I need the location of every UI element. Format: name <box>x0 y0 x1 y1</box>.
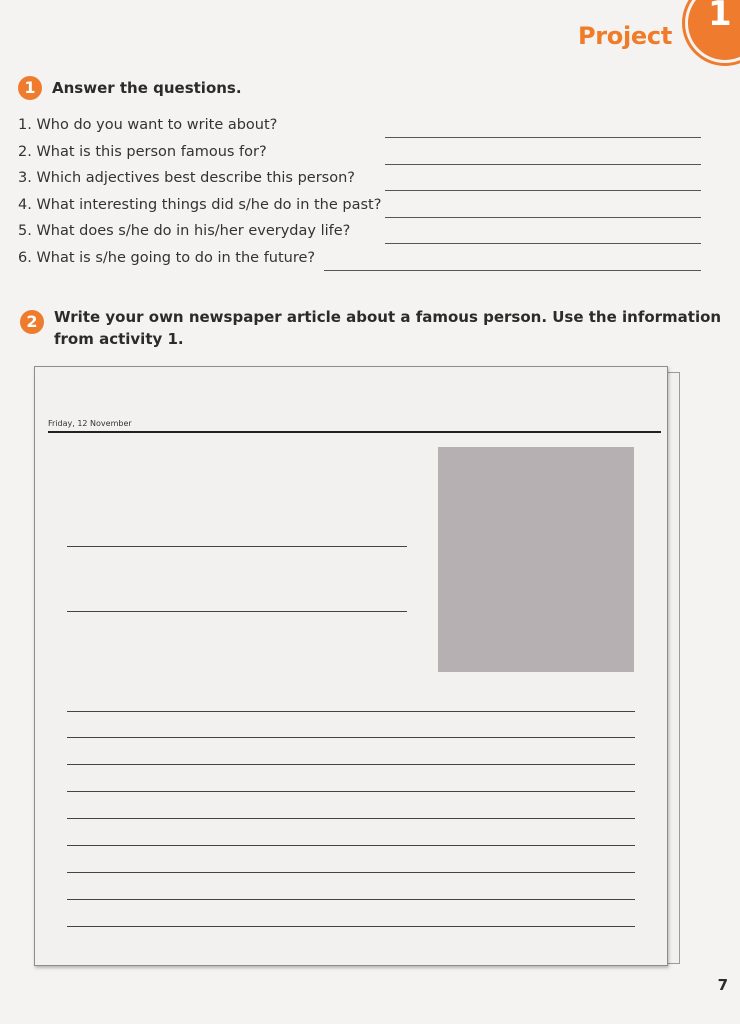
question-6: 6. What is s/he going to do in the future? <box>18 250 316 266</box>
activity-1-instruction: Answer the questions. <box>52 79 242 97</box>
question-5: 5. What does s/he do in his/her everyday life? <box>18 223 351 239</box>
article-line-5[interactable] <box>67 818 635 819</box>
headline-line-1[interactable] <box>67 546 407 547</box>
question-row-3 <box>18 170 704 194</box>
photo-placeholder[interactable] <box>438 447 634 672</box>
article-line-9[interactable] <box>67 926 635 927</box>
article-line-3[interactable] <box>67 764 635 765</box>
answer-line-4[interactable] <box>385 217 701 218</box>
article-line-1[interactable] <box>67 711 635 712</box>
answer-line-6[interactable] <box>324 270 701 271</box>
activity-1-number: 1 <box>18 76 42 100</box>
activity-2-instruction-line-2: from activity 1. <box>54 330 184 348</box>
activity-2-instruction-line-1: Write your own newspaper article about a famous person. Use the information <box>54 308 722 326</box>
headline-line-2[interactable] <box>67 611 407 612</box>
page-number: 7 <box>717 976 728 994</box>
question-2: 2. What is this person famous for? <box>18 144 267 160</box>
question-row-4 <box>18 197 704 221</box>
article-line-8[interactable] <box>67 899 635 900</box>
question-row-5 <box>18 223 704 247</box>
project-title: Project <box>577 22 672 50</box>
question-4: 4. What interesting things did s/he do in the past? <box>18 197 382 213</box>
question-row-6 <box>18 250 704 274</box>
answer-line-1[interactable] <box>385 137 701 138</box>
question-3: 3. Which adjectives best describe this person? <box>18 170 355 186</box>
article-line-2[interactable] <box>67 737 635 738</box>
question-row-1 <box>18 117 704 141</box>
unit-badge <box>688 0 740 60</box>
answer-line-2[interactable] <box>385 164 701 165</box>
activity-2-number: 2 <box>20 310 44 334</box>
question-row-2 <box>18 144 704 168</box>
unit-number: 1 <box>708 0 732 34</box>
newspaper-template <box>34 366 668 966</box>
answer-line-3[interactable] <box>385 190 701 191</box>
question-1: 1. Who do you want to write about? <box>18 117 278 133</box>
masthead-rule <box>48 431 661 433</box>
article-line-7[interactable] <box>67 872 635 873</box>
answer-line-5[interactable] <box>385 243 701 244</box>
article-line-4[interactable] <box>67 791 635 792</box>
newspaper-date: Friday, 12 November <box>48 419 132 428</box>
article-line-6[interactable] <box>67 845 635 846</box>
